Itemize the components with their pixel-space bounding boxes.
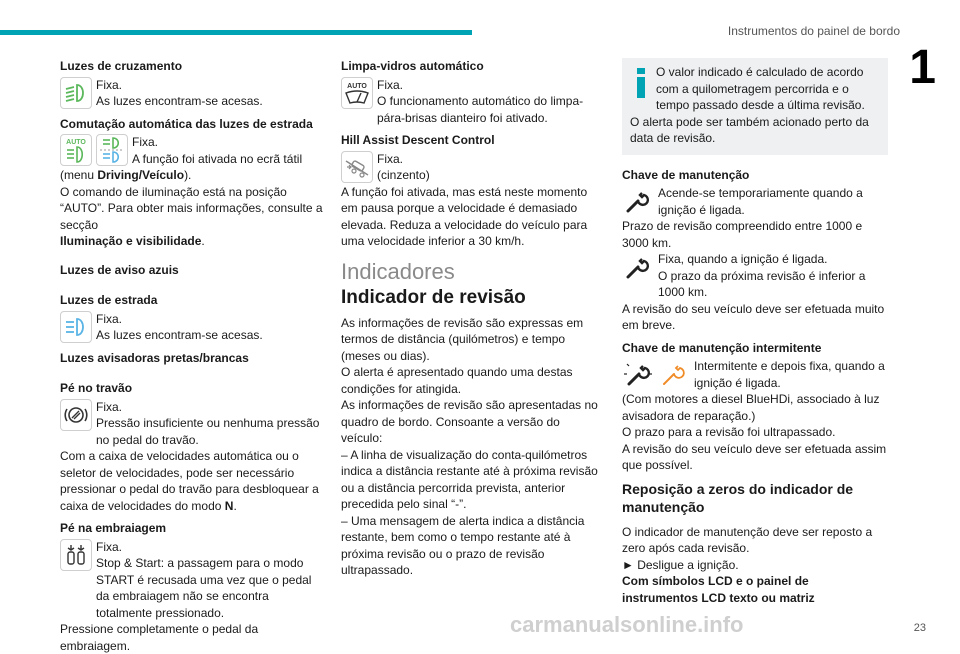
svg-text:AUTO: AUTO [66, 139, 86, 146]
section-title: Instrumentos do painel de bordo [727, 24, 900, 38]
text-hill-3: A função foi ativada, mas está neste momento em pausa porque a velocidade é demasiado elevada. Reduza a velocidade do veículo para uma velocidade inferior a 30 km/h. [341, 184, 588, 248]
heading-luzes-cruzamento: Luzes de cruzamento [60, 59, 183, 73]
row-chave-1 [622, 185, 888, 218]
section-indicadores: Indicadores [341, 258, 455, 284]
heading-chave-intermitente: Chave de manutenção intermitente [622, 340, 822, 355]
text-auto-1: Fixa. [132, 135, 159, 149]
text-rev-2: O alerta é apresentado quando uma destas condições for atingida. [341, 365, 573, 396]
text-chave-5: A revisão do seu veículo deve ser efetuada muito em breve. [622, 301, 885, 332]
text-embr-3: Pressione completamente o pedal da embraiagem. [60, 622, 259, 653]
text-embr-1: Fixa. [96, 539, 123, 554]
text-chave-4: O prazo da próxima revisão é inferior a 1000 km. [658, 268, 866, 299]
text-chave-3: Fixa, quando a ignição é ligada. [658, 252, 828, 266]
text-chave-1: Acende-se temporariamente quando a ignição é ligada. [658, 186, 863, 217]
text-auto-4: O comando de iluminação está na posição “AUTO”. Para obter mais informações, consulte a secção [60, 184, 323, 232]
row-hill-assist [341, 151, 603, 184]
menu-driving: Driving/Veículo [97, 168, 185, 182]
header-accent-bar [0, 30, 472, 35]
text-rev-4: – A linha de visualização do conta-quilómetros indica a distância restante até à próxima revisão ou a distância percorrida prevista, anterior precedida pelo sinal “-”. [341, 447, 598, 511]
row-luzes-estrada [60, 311, 326, 344]
text-reset-3: Com símbolos LCD e o painel de instrumentos LCD texto ou matriz [622, 574, 815, 605]
auto-high-beam-icon [60, 134, 92, 166]
column-3 [622, 58, 888, 606]
text-rev-1: As informações de revisão são expressas em termos de distância (quilómetros) e tempo (meses ou dias). [341, 315, 584, 363]
heading-comutacao-auto: Comutação automática das luzes de estrada [60, 116, 313, 131]
text-rev-3: As informações de revisão são apresentadas no quadro de bordo. Consoante a versão do veículo: [341, 398, 598, 445]
main-beam-icon [60, 311, 92, 343]
page-number: 23 [913, 622, 926, 634]
blinking-wrench-icon [622, 358, 654, 390]
text-travao-2: Pressão insuficiente ou nenhuma pressão no pedal do travão. [96, 416, 320, 447]
heading-limpa-vidros: Limpa-vidros automático [341, 59, 484, 73]
text-travao-1: Fixa. [96, 399, 123, 414]
wrench-icon [622, 251, 654, 283]
text-estrada-1: Fixa. [96, 311, 123, 326]
heading-chave-manutencao: Chave de manutenção [622, 167, 750, 182]
row-chave-2 [622, 251, 888, 301]
dipped-beam-icon [60, 77, 92, 109]
high-beam-split-icon [96, 134, 128, 166]
clutch-pedal-icon [60, 539, 92, 571]
text-cruz-1: Fixa. [96, 77, 123, 92]
text-inter-2: (Com motores a diesel BlueHDi, associado à luz avisadora de reparação.) [622, 392, 880, 423]
heading-luzes-pretas: Luzes avisadoras pretas/brancas [60, 350, 249, 365]
orange-wrench-icon [658, 358, 690, 390]
text-inter-1: Intermitente e depois fixa, quando a ignição é ligada. [694, 359, 885, 390]
heading-hill-assist: Hill Assist Descent Control [341, 133, 495, 147]
text-inter-4: A revisão do seu veículo deve ser efetuada assim que possível. [622, 441, 887, 472]
watermark: carmanualsonline.info [510, 612, 744, 637]
text-hill-1: Fixa. [377, 151, 404, 166]
heading-reposicao: Reposição a zeros do indicador de manutenção [622, 480, 854, 515]
row-chave-intermitente [622, 358, 888, 391]
text-reset-2: ► Desligue a ignição. [622, 557, 739, 572]
info-icon [630, 66, 652, 100]
row-pe-travao [60, 399, 326, 449]
column-1 [60, 58, 326, 654]
wrench-icon [622, 185, 654, 217]
text-chave-2: Prazo de revisão compreendido entre 1000 e 3000 km. [622, 219, 863, 250]
hill-descent-icon [341, 151, 373, 183]
row-pe-embraiagem [60, 539, 326, 622]
row-limpa-vidros [341, 77, 603, 127]
heading-pe-embraiagem: Pé na embraiagem [60, 521, 167, 535]
text-info-1: O valor indicado é calculado de acordo com a quilometragem percorrida e o tempo passado desde a última revisão. [656, 65, 865, 112]
text-reset-1: O indicador de manutenção deve ser reposto a zero após cada revisão. [622, 524, 873, 555]
text-estrada-2: As luzes encontram-se acesas. [96, 328, 263, 342]
text-info-2: O alerta pode ser também acionado perto da data de revisão. [630, 114, 869, 145]
heading-luzes-azuis: Luzes de aviso azuis [60, 262, 179, 277]
text-limpa-1: Fixa. [377, 77, 404, 92]
info-note [622, 58, 888, 155]
row-comutacao-auto [60, 134, 326, 167]
text-inter-3: O prazo para a revisão foi ultrapassado. [622, 425, 836, 439]
brake-pedal-icon [60, 399, 92, 431]
text-cruz-2: As luzes encontram-se acesas. [96, 94, 263, 108]
heading-luzes-estrada: Luzes de estrada [60, 293, 158, 307]
text-auto-3: (menu Driving/Veículo). [60, 168, 192, 182]
text-limpa-2: O funcionamento automático do limpa-pára-brisas dianteiro foi ativado. [377, 94, 584, 125]
text-hill-2: (cinzento) [377, 168, 430, 182]
text-auto-5: Iluminação e visibilidade. [60, 234, 205, 248]
text-rev-5: – Uma mensagem de alerta indica a distância restante, bem como o tempo restante até à próxima revisão ou o prazo de revisão ultrapassado. [341, 513, 585, 577]
row-luzes-cruzamento [60, 77, 326, 110]
column-2 [341, 58, 603, 579]
heading-indicador-revisao: Indicador de revisão [341, 287, 526, 308]
text-travao-3: Com a caixa de velocidades automática ou o seletor de velocidades, pode ser necessário pressionar o pedal do travão para desbloquear a caixa de velocidades do modo N. [60, 449, 319, 513]
auto-wiper-icon [341, 77, 373, 109]
text-auto-2: A função foi ativada no ecrã tátil [132, 151, 303, 166]
svg-text:AUTO: AUTO [347, 82, 367, 90]
heading-pe-travao: Pé no travão [60, 381, 133, 395]
text-embr-2: Stop & Start: a passagem para o modo START é recusada uma vez que o pedal da embraiagem não se encontra totalmente pressionado. [96, 556, 312, 620]
chapter-number: 1 [909, 41, 936, 94]
